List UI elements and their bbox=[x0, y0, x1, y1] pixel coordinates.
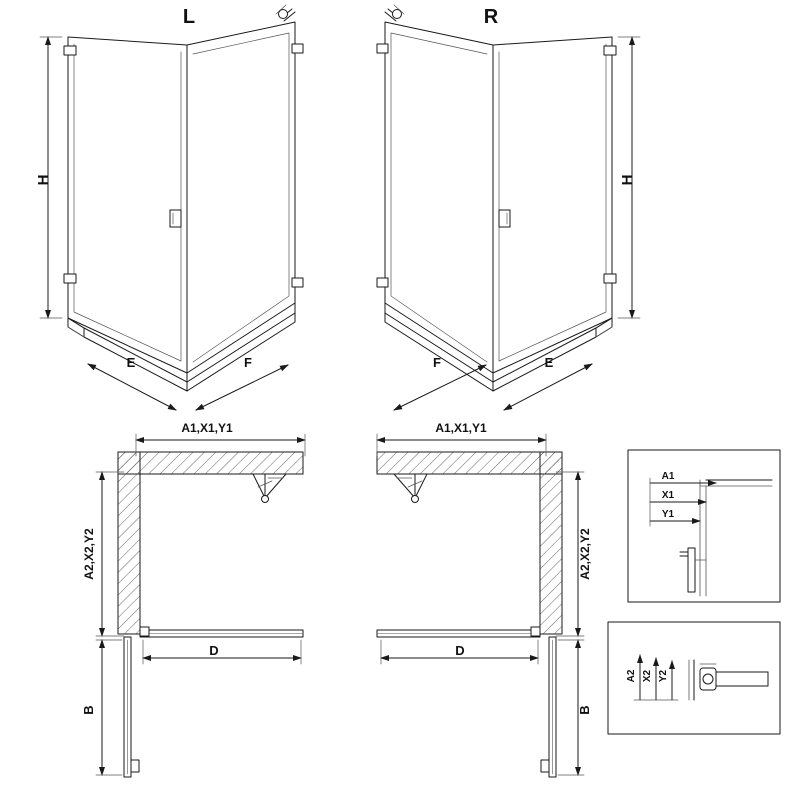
iso-right-f-label: F bbox=[433, 355, 441, 370]
variant-label-right: R bbox=[483, 6, 499, 28]
iso-right-e-label: E bbox=[544, 355, 554, 370]
variant-label-left: L bbox=[182, 6, 196, 28]
plan-right-side-dim-label: A2,X2,Y2 bbox=[578, 528, 592, 580]
iso-right-height-label: H bbox=[619, 174, 636, 186]
detail-top-row-0-label: A1 bbox=[661, 471, 675, 482]
iso-left-height-label: H bbox=[35, 174, 52, 186]
detail-bottom-row-1-label: X2 bbox=[642, 669, 653, 683]
plan-right-top-dim-label: A1,X1,Y1 bbox=[435, 421, 487, 435]
iso-view-left bbox=[35, 5, 303, 410]
detail-top-row-2-label: Y1 bbox=[661, 509, 675, 520]
plan-left-top-dim-label: A1,X1,Y1 bbox=[181, 421, 233, 435]
iso-left-f-label: F bbox=[244, 355, 252, 370]
detail-bottom-row-2-label: Y2 bbox=[658, 669, 669, 683]
detail-bottom-row-0-label: A2 bbox=[626, 669, 637, 683]
detail-box-bottom bbox=[608, 622, 780, 734]
detail-box-top bbox=[628, 450, 780, 602]
iso-view-right bbox=[377, 5, 640, 410]
iso-left-e-label: E bbox=[126, 355, 136, 370]
plan-left-door-dim-label: D bbox=[209, 643, 219, 658]
plan-right-door-dim-label: D bbox=[455, 643, 465, 658]
plan-left-side-dim-label: A2,X2,Y2 bbox=[82, 528, 96, 580]
detail-top-row-1-label: X1 bbox=[661, 490, 675, 501]
plan-right-swing-dim-label: B bbox=[577, 705, 592, 715]
plan-view-right bbox=[377, 421, 592, 777]
plan-view-left bbox=[81, 421, 305, 777]
plan-left-swing-dim-label: B bbox=[81, 705, 96, 715]
